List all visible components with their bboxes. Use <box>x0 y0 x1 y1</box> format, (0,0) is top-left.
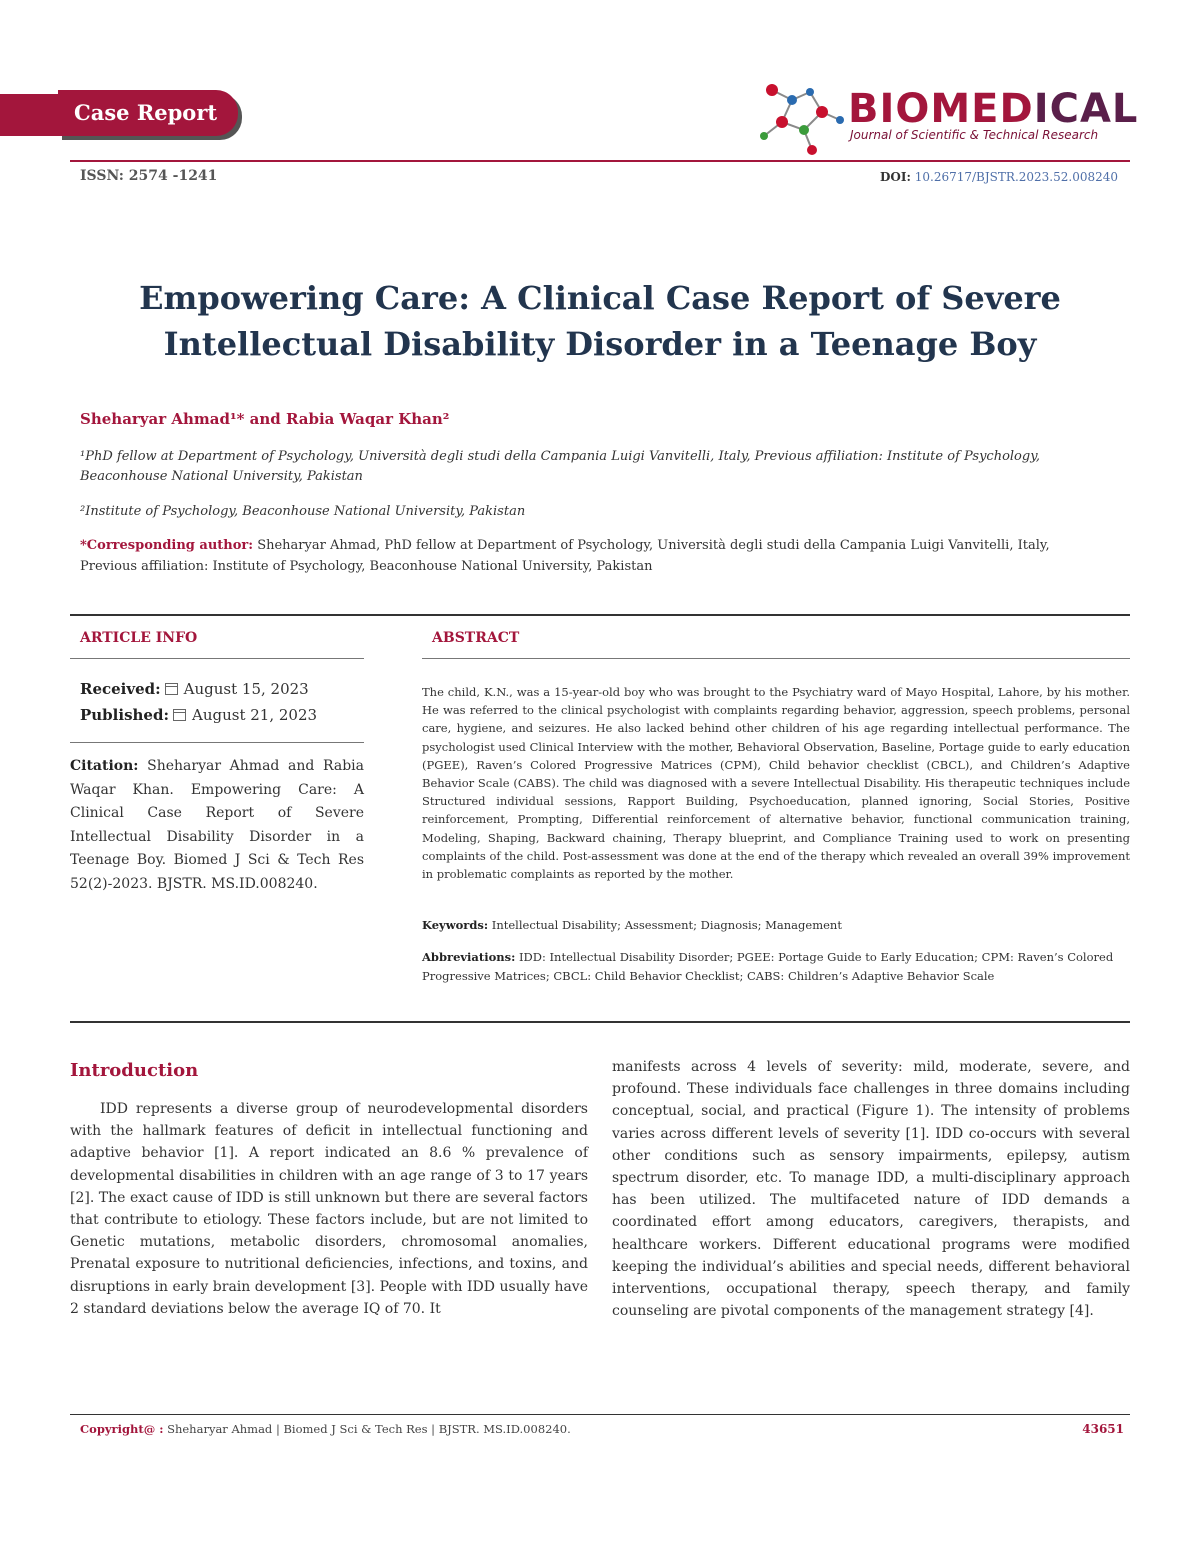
calendar-icon <box>173 709 186 721</box>
corresponding-author <box>80 535 1060 577</box>
section-rule <box>70 1021 1130 1023</box>
brand-part-1: BIOMED <box>848 86 1034 132</box>
keywords-label: Keywords: <box>422 918 489 932</box>
brand-part-2: ICAL <box>1033 86 1139 132</box>
calendar-icon <box>165 683 178 695</box>
page-number: 43651 <box>1082 1422 1124 1436</box>
received-date-row <box>80 680 309 698</box>
body-column-1: IDD represents a diverse group of neurodevelopmental disorders with the hallmark features of deficit in intellectual functioning and adaptive behavior [1]. A report indicated an 8.6 % prevalence of developmental disabilities in children with an age range of 3 to 17 years [2]. The exact cause of IDD is still unknown but there are several factors that contribute to etiology. These factors include, but are not limited to Genetic mutations, metabolic disorders, chromosomal anomalies, Prenatal exposure to nutritional deficiencies, infections, and toxins, and disruptions in early brain development [3]. People with IDD usually have 2 standard deviations below the average IQ of 70. It <box>70 1101 588 1317</box>
citation-text: Sheharyar Ahmad and Rabia Waqar Khan. Empowering Care: A Clinical Case Report of Severe Intellectual Disability Disorder in a Teenage Boy. Biomed J Sci & Tech Res 52(2)-2023. BJSTR. MS.ID.008240. <box>70 758 364 892</box>
footer-rule <box>70 1414 1130 1415</box>
journal-logo <box>752 70 1139 160</box>
article-title <box>60 275 1140 367</box>
citation <box>70 755 364 896</box>
molecule-icon <box>752 70 848 160</box>
keywords <box>422 918 1130 932</box>
published-date: August 21, 2023 <box>192 706 318 724</box>
footer-copyright <box>80 1422 571 1436</box>
affiliation-2: ²Institute of Psychology, Beaconhouse National University, Pakistan <box>80 504 526 519</box>
abbreviations-label: Abbreviations: <box>422 950 516 964</box>
keywords-text: Intellectual Disability; Assessment; Diagnosis; Management <box>488 918 842 932</box>
corresponding-label: *Corresponding author: <box>80 538 254 553</box>
title-line-1: Empowering Care: A Clinical Case Report of Severe <box>139 279 1061 317</box>
divider <box>70 742 364 743</box>
affiliation-1: ¹PhD fellow at Department of Psychology, Università degli studi della Campania Luigi Vanvitelli, Italy, Previous affiliation: Institute of Psychology, Beaconhouse National University, Pakistan <box>80 449 1040 484</box>
article-type-badge: Case Report <box>58 90 238 136</box>
abbreviations-text: IDD: Intellectual Disability Disorder; PGEE: Portage Guide to Early Education; CPM: Raven’s Colored Progressive Matrices; CBCL: Child Behavior Checklist; CABS: Children’s Adaptive Behavior Scale <box>422 950 1114 983</box>
issn: ISSN: 2574 -1241 <box>80 168 218 184</box>
abstract-text: The child, K.N., was a 15-year-old boy who was brought to the Psychiatry ward of Mayo Hospital, Lahore, by his mother. He was referred to the clinical psychologist with complaints regarding behavior, aggression, speech problems, personal care, hygiene, and seizures. He also lacked behind other children of his age regarding intellectual performance. The psychologist used Clinical Interview with the mother, Behavioral Observation, Baseline, Portage guide to early education (PGEE), Raven’s Colored Progressive Matrices (CPM), Child behavior checklist (CBCL), and Children’s Adaptive Behavior Scale (CABS). The child was diagnosed with a severe Intellectual Disability. His therapeutic techniques include Structured individual sessions, Rapport Building, Psychoeducation, planned ignoring, Social Stories, Positive reinforcement, Prompting, Differential reinforcement of alternative behavior, functional communication training, Modeling, Shaping, Backward chaining, Therapy blueprint, and Compliance Training used to work on presenting complaints of the child. Post-assessment was done at the end of the therapy which revealed an overall 39% improvement in problematic complaints as reported by the mother. <box>422 685 1130 882</box>
banner-accent-bar <box>0 94 62 136</box>
journal-subtitle: Journal of Scientific & Technical Research <box>850 128 1099 142</box>
article-type-banner <box>58 90 248 140</box>
doi-label: DOI: <box>880 170 911 184</box>
corresponding-text: Sheharyar Ahmad, PhD fellow at Department of Psychology, Università degli studi della Campania Luigi Vanvitelli, Italy, Previous affiliation: Institute of Psychology, Beaconhouse National University, Pakistan <box>80 538 1050 574</box>
authors: Sheharyar Ahmad¹* and Rabia Waqar Khan² <box>80 410 450 428</box>
doi <box>880 170 1118 184</box>
abstract-heading: ABSTRACT <box>432 630 520 646</box>
abbreviations <box>422 948 1130 985</box>
divider <box>422 658 1130 659</box>
received-label: Received: <box>80 680 161 698</box>
divider <box>70 658 364 659</box>
doi-link[interactable]: 10.26717/BJSTR.2023.52.008240 <box>914 170 1118 184</box>
published-label: Published: <box>80 706 169 724</box>
published-date-row <box>80 706 317 724</box>
citation-label: Citation: <box>70 758 139 774</box>
introduction-heading: Introduction <box>70 1060 199 1081</box>
received-date: August 15, 2023 <box>183 680 309 698</box>
title-line-2: Intellectual Disability Disorder in a Teenage Boy <box>163 325 1037 363</box>
body-column-2: manifests across 4 levels of severity: mild, moderate, severe, and profound. These individuals face challenges in three domains including conceptual, social, and practical (Figure 1). The intensity of problems varies across different levels of severity [1]. IDD co-occurs with several other conditions such as sensory impairments, epilepsy, autism spectrum disorder, etc. To manage IDD, a multi-disciplinary approach has been utilized. The multifaceted nature of IDD demands a coordinated effort among educators, caregivers, therapists, and healthcare workers. Different educational programs were modified keeping the individual’s abilities and special needs, different behavioral interventions, occupational therapy, speech therapy, and family counseling are pivotal components of the management strategy [4]. <box>612 1059 1130 1320</box>
article-info-heading: ARTICLE INFO <box>80 630 198 646</box>
section-rule <box>70 614 1130 616</box>
copyright-text: Sheharyar Ahmad | Biomed J Sci & Tech Res | BJSTR. MS.ID.008240. <box>163 1422 571 1436</box>
copyright-label: Copyright@ : <box>80 1422 164 1436</box>
journal-brand-name <box>848 86 1138 132</box>
header-rule <box>70 160 1130 162</box>
